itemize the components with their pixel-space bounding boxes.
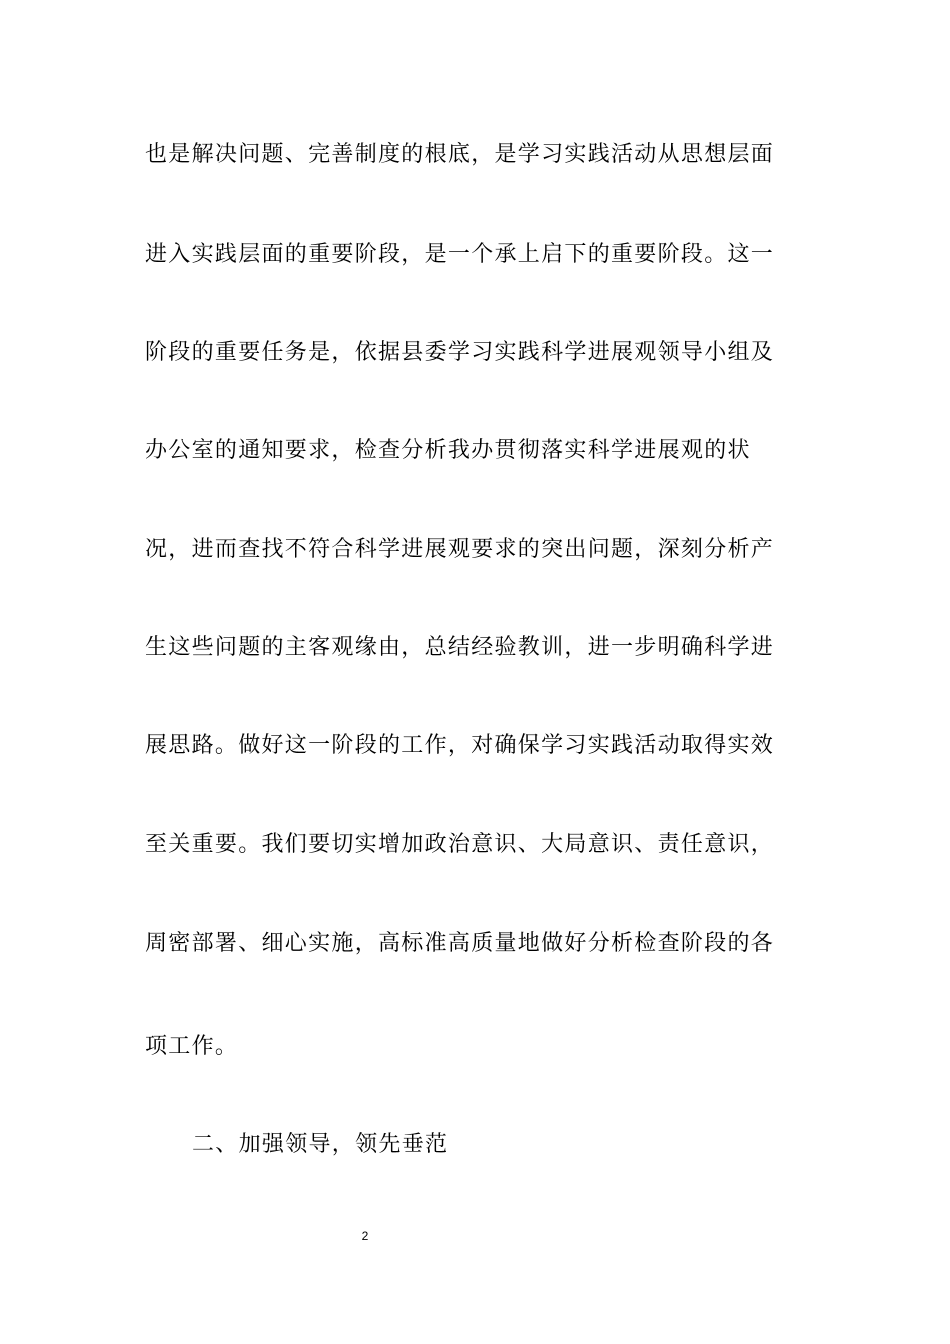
paragraph-line-3: 阶段的重要任务是，依据县委学习实践科学进展观领导小组及: [145, 340, 775, 365]
paragraph-line-8: 至关重要。我们要切实增加政治意识、大局意识、责任意识，: [145, 832, 775, 857]
paragraph-line-4: 办公室的通知要求，检查分析我办贯彻落实科学进展观的状: [145, 438, 751, 463]
paragraph-line-10: 项工作。: [145, 1034, 239, 1059]
section-heading: 二、加强领导，领先垂范: [192, 1132, 449, 1157]
paragraph-line-2: 进入实践层面的重要阶段，是一个承上启下的重要阶段。这一: [145, 242, 775, 267]
paragraph-line-5: 况，进而查找不符合科学进展观要求的突出问题，深刻分析产: [145, 537, 775, 562]
page-number: 2: [361, 1229, 369, 1243]
paragraph-line-9: 周密部署、细心实施，高标准高质量地做好分析检查阶段的各: [145, 931, 775, 956]
paragraph-line-7: 展思路。做好这一阶段的工作，对确保学习实践活动取得实效: [145, 733, 775, 758]
paragraph-line-6: 生这些问题的主客观缘由，总结经验教训，进一步明确科学进: [145, 635, 775, 660]
paragraph-line-1: 也是解决问题、完善制度的根底，是学习实践活动从思想层面: [145, 142, 775, 167]
